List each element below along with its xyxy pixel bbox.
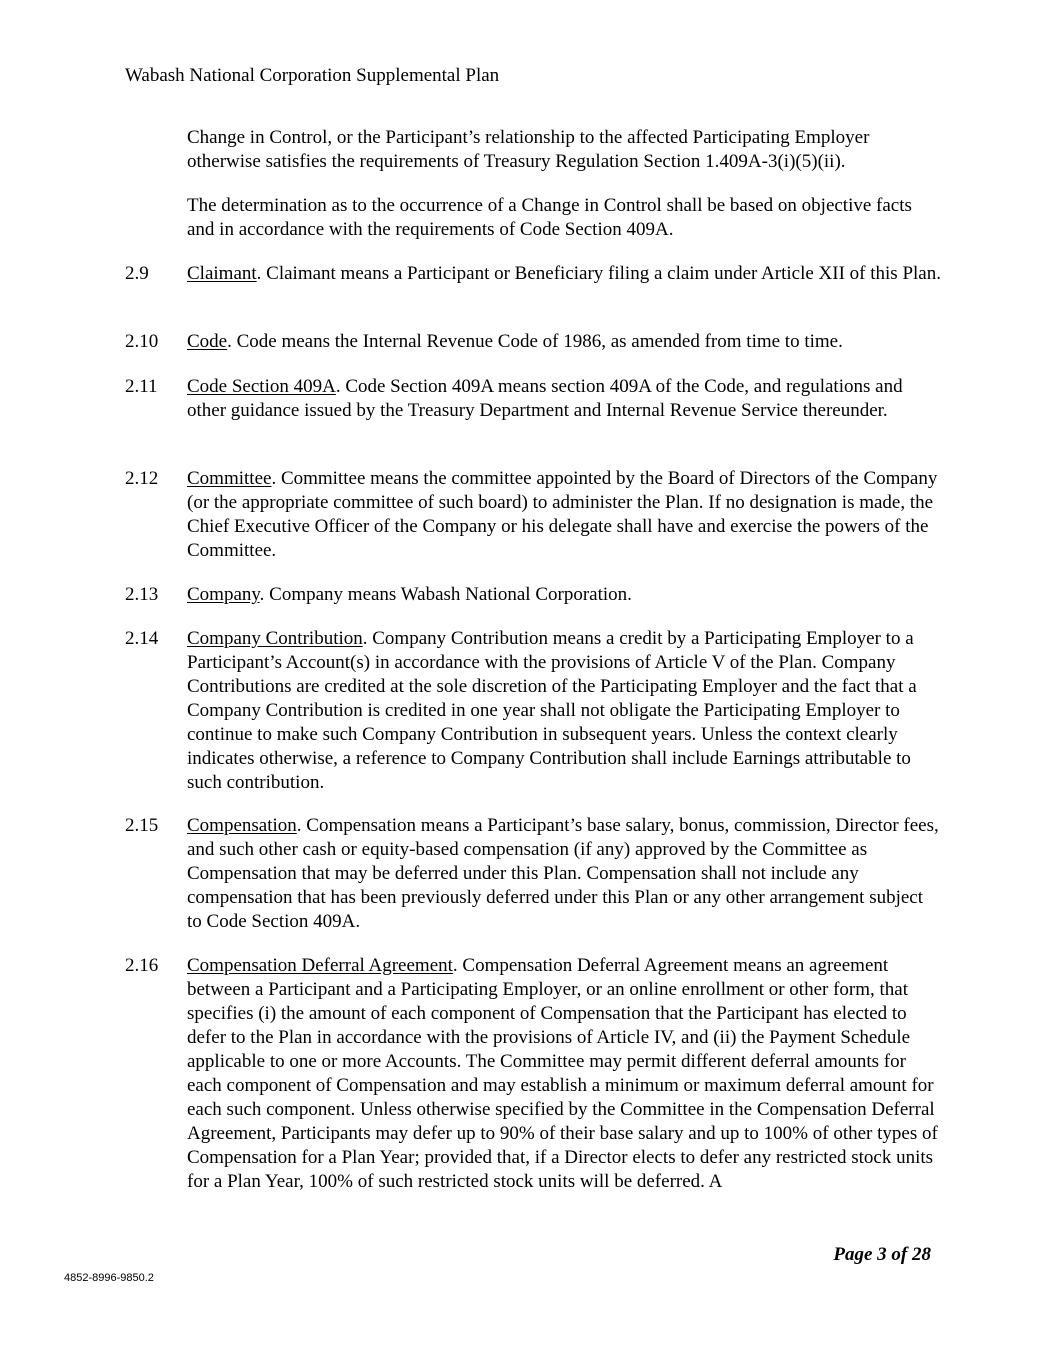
section-body: [187, 467, 942, 563]
section-2-12: [125, 467, 945, 563]
section-number: 2.15: [125, 815, 159, 836]
defined-term: Claimant: [187, 263, 257, 284]
continuation-paragraph: Change in Control, or the Participant’s relationship to the affected Participating Employer otherwise satisfies the requirements of Treasury Regulation Section 1.409A-3(i)(5)(ii).: [187, 127, 870, 172]
section-number: 2.12: [125, 468, 159, 489]
section-body: [187, 262, 942, 286]
section-body: [187, 375, 942, 423]
section-number: 2.10: [125, 331, 159, 352]
section-text: . Claimant means a Participant or Beneficiary filing a claim under Article XII of this Plan.: [256, 263, 941, 284]
section-2-10: [125, 330, 945, 354]
section-text: . Company Contribution means a credit by a Participating Employer to a Participant’s Account(s) in accordance with the provisions of Article V of the Plan. Company Contributions are credited at the sole discretion of the Participating Employer and the fact that a Company Contribution is credited in one year shall not obligate the Participating Employer to continue to make such Company Contribution in subsequent years. Unless the context clearly indicates otherwise, a reference to Company Contribution shall include Earnings attributable to such contribution.: [187, 628, 917, 793]
section-2-11: [125, 375, 945, 423]
page-header-title: Wabash National Corporation Supplemental Plan: [125, 65, 500, 86]
defined-term: Code Section 409A: [187, 376, 336, 397]
section-number: 2.16: [125, 955, 159, 976]
section-text: . Code Section 409A means section 409A of the Code, and regulations and other guidance issued by the Treasury Department and Internal Revenue Service thereunder.: [187, 376, 903, 421]
defined-term: Company Contribution: [187, 628, 363, 649]
document-id: 4852-8996-9850.2: [64, 1272, 154, 1284]
section-body: [187, 814, 942, 934]
defined-term: Compensation Deferral Agreement: [187, 955, 453, 976]
section-text: . Company means Wabash National Corporation.: [259, 584, 632, 605]
section-number: 2.11: [125, 376, 158, 397]
defined-term: Code: [187, 331, 228, 352]
section-body: [187, 627, 942, 795]
defined-term: Committee: [187, 468, 272, 489]
section-2-13: [125, 583, 945, 607]
section-2-16: [125, 954, 945, 1194]
section-number: 2.9: [125, 263, 149, 284]
section-2-14: [125, 627, 945, 795]
section-body: [187, 330, 942, 354]
section-text: . Compensation Deferral Agreement means an agreement between a Participant and a Participating Employer, or an online enrollment or other form, that specifies (i) the amount of each component of Compensation that the Participant has elected to defer to the Plan in accordance with the provisions of Article IV, and (ii) the Payment Schedule applicable to one or more Accounts. The Committee may permit different deferral amounts for each component of Compensation and may establish a minimum or maximum deferral amount for each such component. Unless otherwise specified by the Committee in the Compensation Deferral Agreement, Participants may defer up to 90% of their base salary and up to 100% of other types of Compensation for a Plan Year; provided that, if a Director elects to defer any restricted stock units for a Plan Year, 100% of such restricted stock units will be deferred. A: [187, 955, 938, 1192]
section-text: . Compensation means a Participant’s base salary, bonus, commission, Director fees, and such other cash or equity-based compensation (if any) approved by the Committee as Compensation that may be deferred under this Plan. Compensation shall not include any compensation that has been previously deferred under this Plan or any other arrangement subject to Code Section 409A.: [187, 815, 939, 932]
section-body: [187, 583, 942, 607]
section-number: 2.14: [125, 628, 159, 649]
section-body: [187, 954, 942, 1194]
section-number: 2.13: [125, 584, 159, 605]
section-2-15: [125, 814, 945, 934]
section-text: . Code means the Internal Revenue Code of 1986, as amended from time to time.: [227, 331, 843, 352]
defined-term: Company: [187, 584, 260, 605]
defined-term: Compensation: [187, 815, 297, 836]
continuation-paragraph: The determination as to the occurrence of a Change in Control shall be based on objective facts and in accordance with the requirements of Code Section 409A.: [187, 195, 912, 240]
section-2-9: [125, 262, 945, 286]
page-number: Page 3 of 28: [833, 1244, 931, 1265]
section-text: . Committee means the committee appointed by the Board of Directors of the Company (or the appropriate committee of such board) to administer the Plan. If no designation is made, the Chief Executive Officer of the Company or his delegate shall have and exercise the powers of the Committee.: [187, 468, 938, 561]
